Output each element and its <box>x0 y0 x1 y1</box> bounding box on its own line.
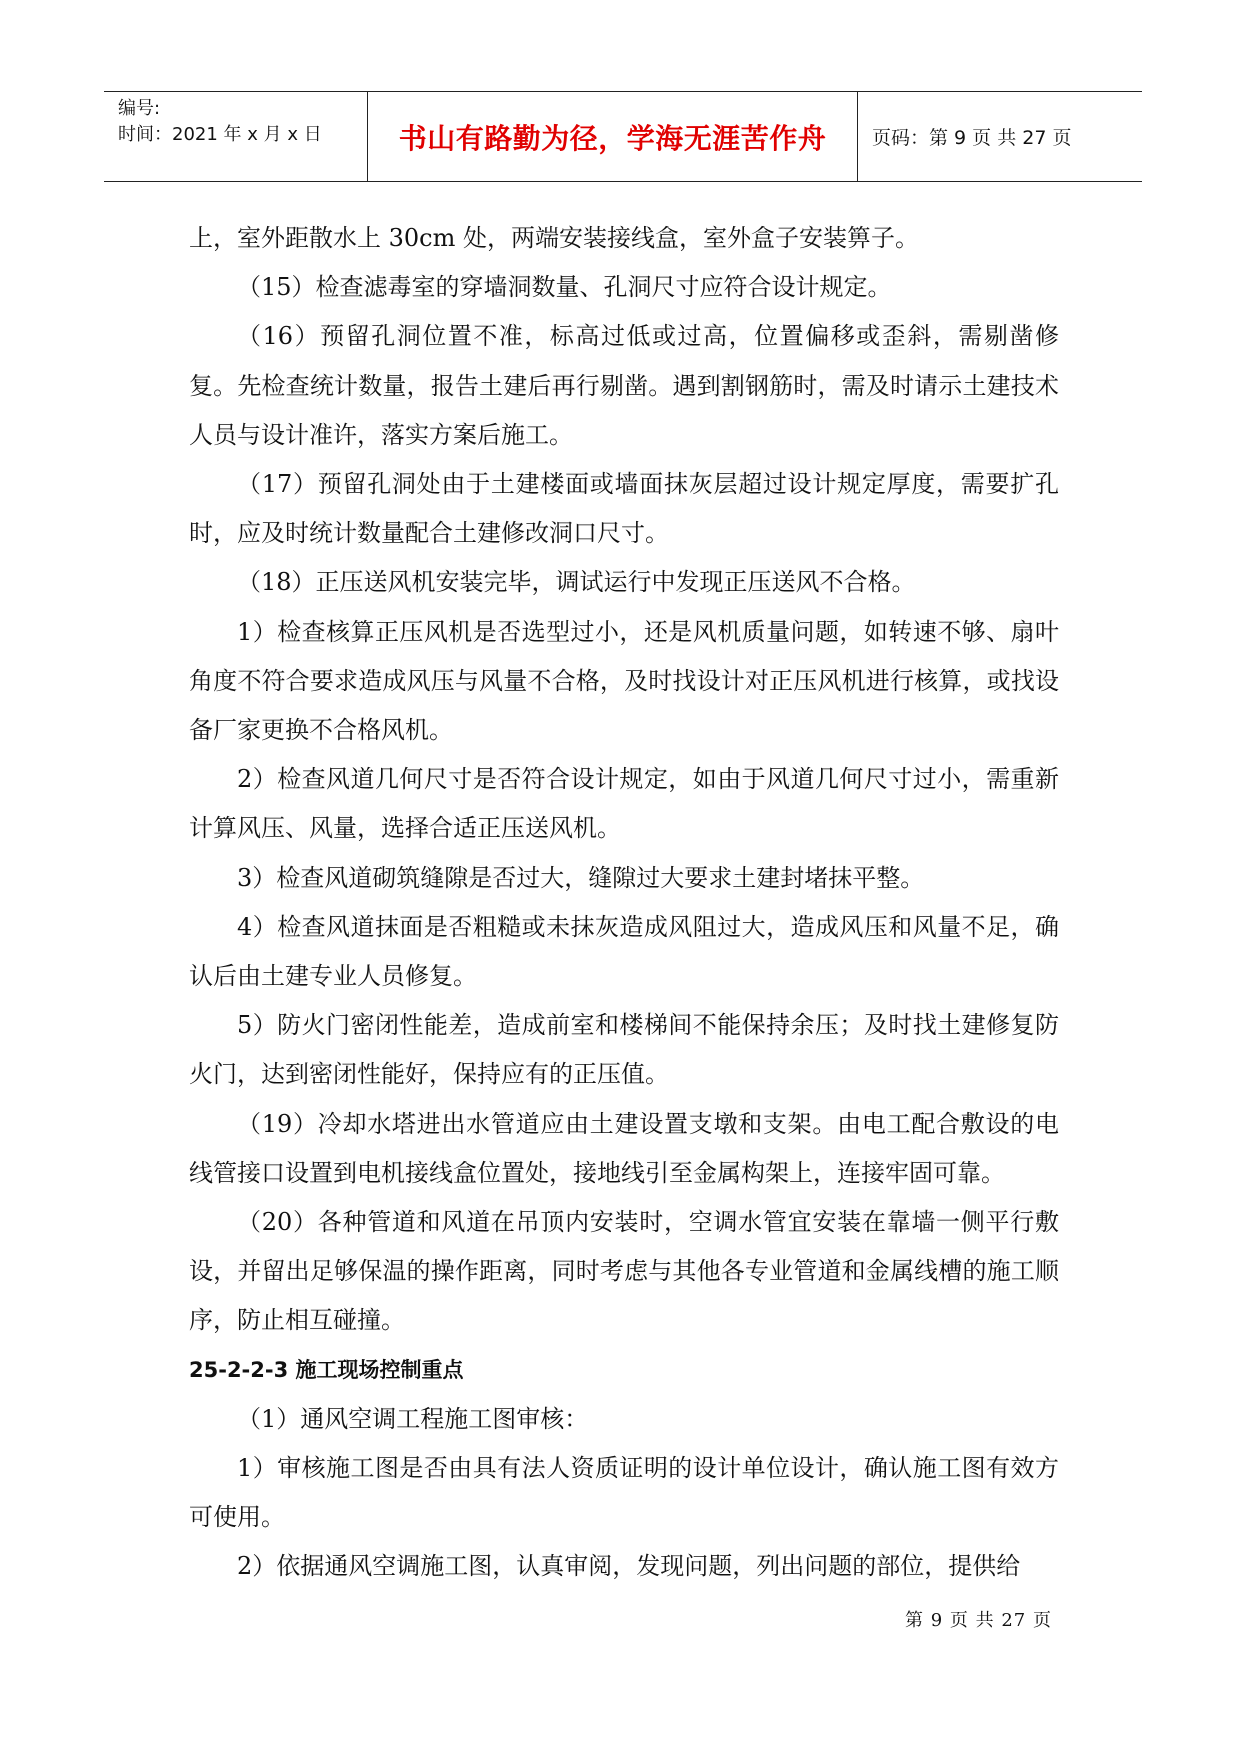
header-motto: 书山有路勤为径，学海无涯苦作舟 <box>368 92 858 181</box>
document-number-label: 编号: <box>118 98 161 119</box>
body-paragraph: （19）冷却水塔进出水管道应由土建设置支墩和支架。由电工配合敷设的电线管接口设置到电机接线盒位置处，接地线引至金属构架上，连接牢固可靠。 <box>189 1109 1059 1187</box>
header-page-number: 页码：第 9 页 共 27 页 <box>872 127 1072 149</box>
body-paragraph: （20）各种管道和风道在吊顶内安装时，空调水管宜安装在靠墙一侧平行敷设，并留出足够保温的操作距离，同时考虑与其他各专业管道和金属线槽的施工顺序，防止相互碰撞。 <box>189 1208 1059 1335</box>
body-paragraph: 3）检查风道砌筑缝隙是否过大，缝隙过大要求土建封堵抹平整。 <box>237 863 925 892</box>
header-info-cell <box>104 92 368 181</box>
body-paragraph: 2）检查风道几何尺寸是否符合设计规定，如由于风道几何尺寸过小，需重新计算风压、风量，选择合适正压送风机。 <box>189 765 1059 843</box>
body-paragraph: （17）预留孔洞处由于土建楼面或墙面抹灰层超过设计规定厚度，需要扩孔时，应及时统计数量配合土建修改洞口尺寸。 <box>189 470 1059 548</box>
body-paragraph: （15）检查滤毒室的穿墙洞数量、孔洞尺寸应符合设计规定。 <box>237 273 892 302</box>
body-paragraph: 5）防火门密闭性能差，造成前室和楼梯间不能保持余压；及时找土建修复防火门，达到密闭性能好，保持应有的正压值。 <box>189 1011 1059 1089</box>
document-time-label: 时间：2021 年 x 月 x 日 <box>118 124 322 145</box>
body-paragraph: （1）通风空调工程施工图审核： <box>237 1404 589 1433</box>
body-paragraph: 1）审核施工图是否由具有法人资质证明的设计单位设计，确认施工图有效方可使用。 <box>189 1454 1059 1532</box>
body-paragraph: 2）依据通风空调施工图，认真审阅，发现问题，列出问题的部位，提供给 <box>237 1552 1021 1581</box>
body-paragraph: （18）正压送风机安装完毕，调试运行中发现正压送风不合格。 <box>237 568 916 597</box>
body-paragraph: 1）检查核算正压风机是否选型过小，还是风机质量问题，如转速不够、扇叶角度不符合要求造成风压与风量不合格，及时找设计对正压风机进行核算，或找设备厂家更换不合格风机。 <box>189 617 1059 745</box>
section-heading: 25-2-2-3 施工现场控制重点 <box>189 1357 464 1382</box>
body-paragraph: 上，室外距散水上 30cm 处，两端安装接线盒，室外盒子安装箅子。 <box>189 224 919 252</box>
page-footer: 第 9 页 共 27 页 <box>905 1610 1052 1631</box>
document-body <box>189 214 1059 1592</box>
body-paragraph: （16）预留孔洞位置不准，标高过低或过高，位置偏移或歪斜，需剔凿修复。先检查统计数量，报告土建后再行剔凿。遇到割钢筋时，需及时请示土建技术人员与设计准许，落实方案后施工。 <box>189 322 1059 449</box>
page-header <box>104 91 1142 182</box>
body-paragraph: 4）检查风道抹面是否粗糙或未抹灰造成风阻过大，造成风压和风量不足，确认后由土建专业人员修复。 <box>189 912 1059 991</box>
